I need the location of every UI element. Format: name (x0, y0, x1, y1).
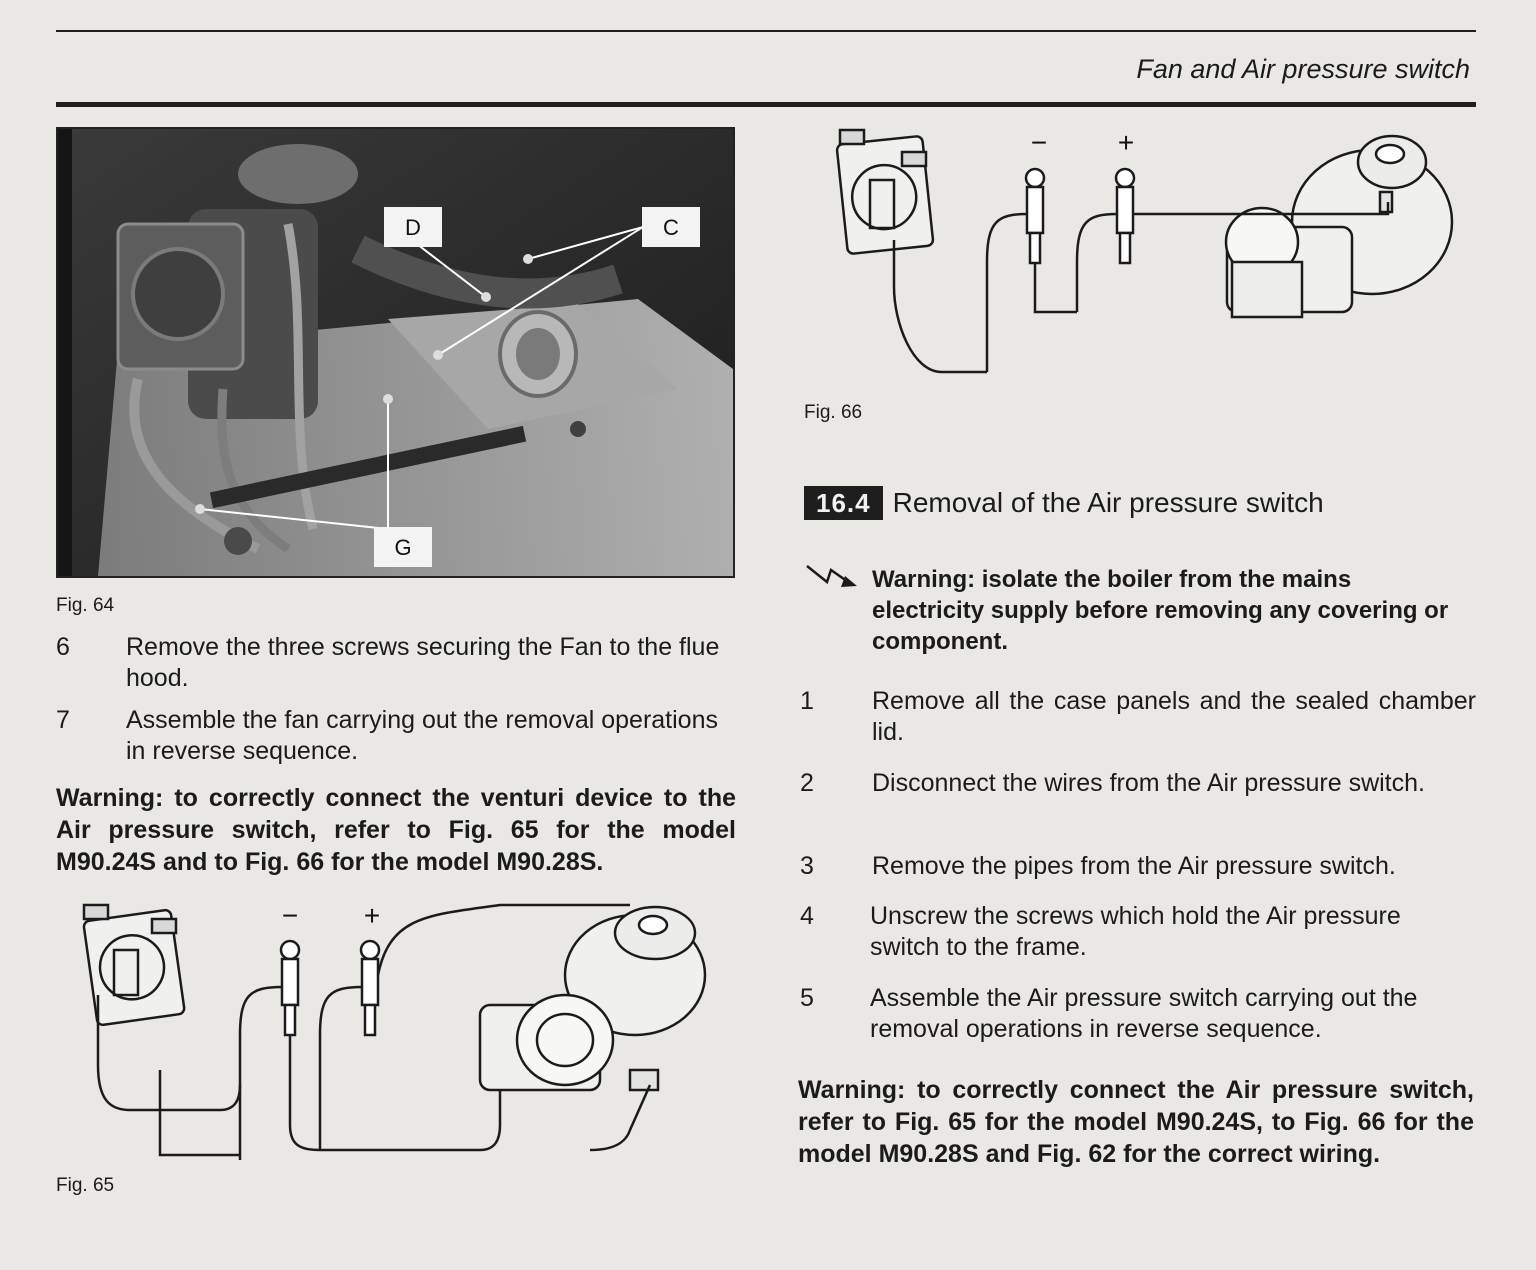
section-heading (804, 486, 1324, 520)
fig64-photo-drawing (58, 129, 733, 576)
header-rule (56, 102, 1476, 107)
step-text: Remove the three screws securing the Fan to the flue hood. (126, 633, 720, 692)
step-text: Disconnect the wires from the Air pressure switch. (872, 769, 1425, 797)
final-warning: Warning: to correctly connect the Air pressure switch, refer to Fig. 65 for the model M90.24S, to Fig. 66 for the model M90.28S and Fig. 62 for the correct wiring. (798, 1076, 1474, 1168)
step-number: 5 (800, 984, 814, 1012)
right-step-1 (800, 686, 1476, 750)
step-text: Remove all the case panels and the sealed chamber lid. (872, 687, 1476, 746)
section-title: Fan and Air pressure switch (1136, 54, 1470, 84)
step-number: 2 (800, 769, 814, 797)
fig66-schematic (832, 122, 1472, 387)
left-step-7 (56, 705, 736, 769)
callout-d: D (405, 215, 421, 240)
callout-c: C (663, 215, 679, 240)
fig64-photo (56, 127, 735, 578)
fig66-caption: Fig. 66 (804, 402, 863, 423)
fig64-caption: Fig. 64 (56, 595, 115, 616)
fig65-plus-sign: + (363, 900, 381, 931)
step-text: Assemble the Air pressure switch carrying out the removal operations in reverse sequence. (870, 984, 1418, 1043)
step-number: 4 (800, 902, 814, 930)
right-step-3 (800, 851, 1476, 883)
step-number: 3 (800, 852, 814, 880)
top-rule (56, 30, 1476, 32)
callout-g: G (394, 535, 412, 560)
step-number: 6 (56, 633, 70, 661)
lightning-warning-icon (805, 560, 863, 590)
fig65-schematic (70, 895, 730, 1165)
fig66-minus-sign: − (1030, 127, 1048, 158)
step-number: 7 (56, 706, 70, 734)
step-text: Remove the pipes from the Air pressure switch. (872, 852, 1396, 880)
section-warning: Warning: isolate the boiler from the mains electricity supply before removing any covering or component. (872, 566, 1449, 655)
fig66-plus-sign: + (1117, 127, 1135, 158)
step-text: Unscrew the screws which hold the Air pressure switch to the frame. (870, 902, 1401, 961)
left-warning: Warning: to correctly connect the venturi device to the Air pressure switch, refer to Fig. 65 for the model M90.24S and to Fig. 66 for the model M90.28S. (56, 784, 736, 876)
section-number-badge: 16.4 (804, 486, 883, 520)
right-step-2 (800, 768, 1476, 832)
fig65-minus-sign: − (281, 900, 299, 931)
right-step-4 (800, 901, 1476, 965)
step-number: 1 (800, 687, 814, 715)
fig65-caption: Fig. 65 (56, 1175, 115, 1196)
step-text: Assemble the fan carrying out the removal operations in reverse sequence. (126, 706, 718, 765)
left-step-6 (56, 632, 736, 696)
section-title-text: Removal of the Air pressure switch (892, 487, 1324, 518)
right-step-5 (800, 983, 1476, 1047)
